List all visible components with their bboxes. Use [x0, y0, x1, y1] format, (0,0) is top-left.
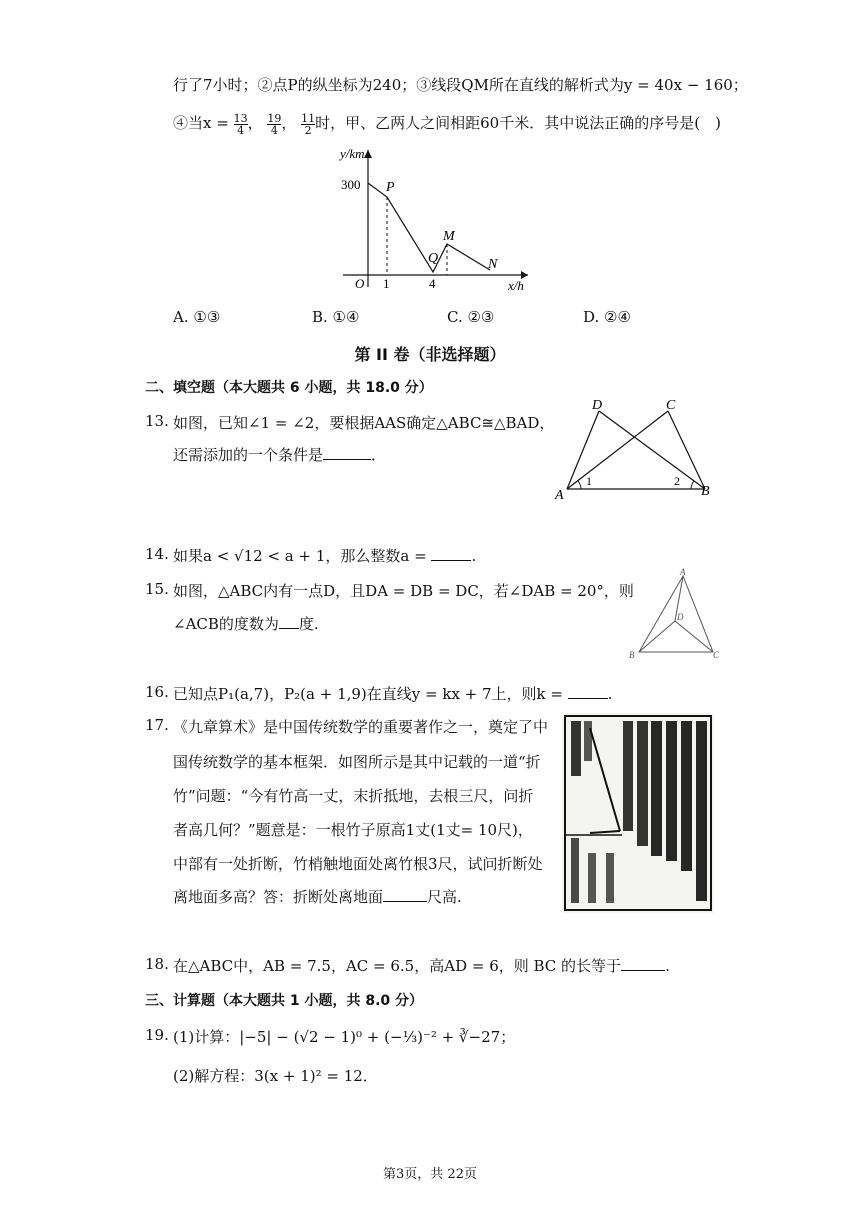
page-footer: 第3页，共 22页 — [383, 1167, 477, 1182]
option-a: A. ①③ — [173, 308, 221, 326]
angle-2-arc — [691, 481, 694, 489]
q17-tail: 尺高. — [427, 888, 462, 906]
section3-heading: 三、计算题（本大题共 1 小题，共 8.0 分） — [145, 993, 424, 1009]
q13-tail: ． — [371, 446, 387, 464]
q12-graph — [328, 145, 538, 295]
x-1-label: 1 — [383, 276, 390, 291]
point-a-label: A — [680, 567, 686, 577]
q15-answer-blank[interactable] — [279, 614, 299, 629]
q16-answer-blank[interactable] — [568, 684, 608, 699]
part2-title: 第 II 卷（非选择题） — [354, 345, 506, 364]
q17-line2: 国传统数学的基本框架．如图所示是其中记载的一道“折 — [173, 753, 541, 771]
q15-line1: 如图，△ABC内有一点D，且DA = DB = DC，若∠DAB = 20°，则 — [173, 582, 634, 600]
y-axis-arrow — [364, 150, 372, 158]
q17-number: 17. — [145, 716, 169, 734]
y-300-label: 300 — [341, 177, 361, 192]
q19-part1: (1)计算：|−5| − (√2 − 1)⁰ + (−⅓)⁻² + ∛−27； — [173, 1028, 516, 1046]
q13-number: 13. — [145, 412, 169, 430]
segment-db — [639, 621, 675, 652]
origin-label: O — [355, 276, 365, 291]
point-p-label: P — [386, 180, 395, 195]
q17-line4: 者高几何？”题意是：一根竹子原高1丈(1丈= 10尺)， — [173, 821, 533, 839]
q12-line2-suffix: 时，甲、乙两人之间相距60千米．其中说法正确的序号是( ) — [315, 114, 721, 132]
q13-answer-blank[interactable] — [323, 445, 371, 460]
q19-part2: (2)解方程：3(x + 1)² = 12． — [173, 1067, 378, 1085]
option-c: C. ②③ — [447, 308, 495, 326]
angle-1-arc — [578, 481, 581, 489]
point-q-label: Q — [428, 251, 439, 266]
point-m-label: M — [443, 229, 455, 244]
q13-line2 — [173, 444, 386, 465]
q18-line — [173, 955, 670, 976]
point-a-label: A — [555, 488, 564, 503]
q18-answer-blank[interactable] — [621, 956, 665, 971]
q18-tail: . — [665, 957, 670, 975]
option-d: D. ②④ — [583, 308, 631, 326]
q13-figure — [553, 395, 723, 505]
q15-line2 — [173, 613, 319, 634]
ancient-book-image — [562, 713, 714, 913]
q12-line1: 行了7小时；②点P的纵坐标为240；③线段QM所在直线的解析式为y = 40x − 160； — [173, 76, 748, 94]
q16-tail: . — [607, 685, 613, 703]
q14-text: 如果a < √12 < a + 1，那么整数a = — [173, 547, 432, 565]
option-b: B. ①④ — [312, 308, 360, 326]
q12-line2-prefix: ④当x = — [173, 114, 234, 132]
q17-line3: 竹”问题：“今有竹高一丈，末折抵地，去根三尺，问折 — [173, 787, 534, 805]
q13-line1: 如图，已知∠1 = ∠2，要根据AAS确定△ABC≅△BAD， — [173, 414, 555, 432]
point-d-label: D — [592, 398, 603, 413]
point-c-label: C — [713, 650, 720, 660]
q14-tail: . — [471, 547, 477, 565]
q12-frac-3: $\frac{11}{2}$ — [301, 111, 316, 137]
q12-frac-2: $\frac{19}{4}$ — [267, 111, 282, 137]
q18-text: 在△ABC中，AB = 7.5，AC = 6.5，高AD = 6，则 BC 的长等于 — [173, 957, 622, 975]
q14-line — [173, 545, 476, 566]
q17-answer-blank[interactable] — [383, 887, 427, 902]
q15-number: 15. — [145, 580, 169, 598]
angle-2-label: 2 — [674, 474, 680, 488]
q16-text: 已知点P₁(a,7)，P₂(a + 1,9)在直线y = kx + 7上，则k = — [173, 685, 568, 703]
q17-line6-text: 离地面多高？答：折断处离地面 — [173, 888, 384, 906]
x-4-label: 4 — [429, 276, 436, 291]
point-b-label: B — [701, 484, 710, 499]
q17-line5: 中部有一处折断，竹梢触地面处离竹根3尺，试问折断处 — [173, 855, 543, 873]
q14-number: 14. — [145, 545, 169, 563]
q12-line2: ④当x = $\frac{13}{4}$ ， $\frac{19}{4}$ ， $\frac{11}{2}$ 时，甲、乙两人之间相距60千米．其中说法正确的序号是( ) — [173, 111, 721, 137]
q15-line2-text: ∠ACB的度数为 — [173, 615, 279, 633]
q15-figure — [625, 566, 725, 661]
q12-frac-1: $\frac{13}{4}$ — [233, 111, 248, 137]
q17-line1: 《九章算术》是中国传统数学的重要著作之一，奠定了中 — [173, 718, 549, 736]
point-b-label: B — [629, 650, 635, 660]
q17-line6 — [173, 886, 462, 907]
point-c-label: C — [666, 398, 676, 413]
q18-number: 18. — [145, 955, 169, 973]
q14-answer-blank[interactable] — [431, 546, 471, 561]
q19-number: 19. — [145, 1026, 169, 1044]
section2-heading: 二、填空题（本大题共 6 小题，共 18.0 分） — [145, 380, 433, 396]
angle-1-label: 1 — [586, 474, 592, 488]
point-d-label: D — [677, 612, 684, 622]
q16-number: 16. — [145, 683, 169, 701]
y-axis-label: y/km — [340, 146, 365, 161]
point-n-label: N — [488, 257, 498, 272]
q15-tail: 度. — [298, 615, 319, 633]
q13-line2-text: 还需添加的一个条件是 — [173, 446, 324, 464]
x-axis-label: x/h — [508, 278, 524, 293]
q16-line — [173, 683, 613, 704]
